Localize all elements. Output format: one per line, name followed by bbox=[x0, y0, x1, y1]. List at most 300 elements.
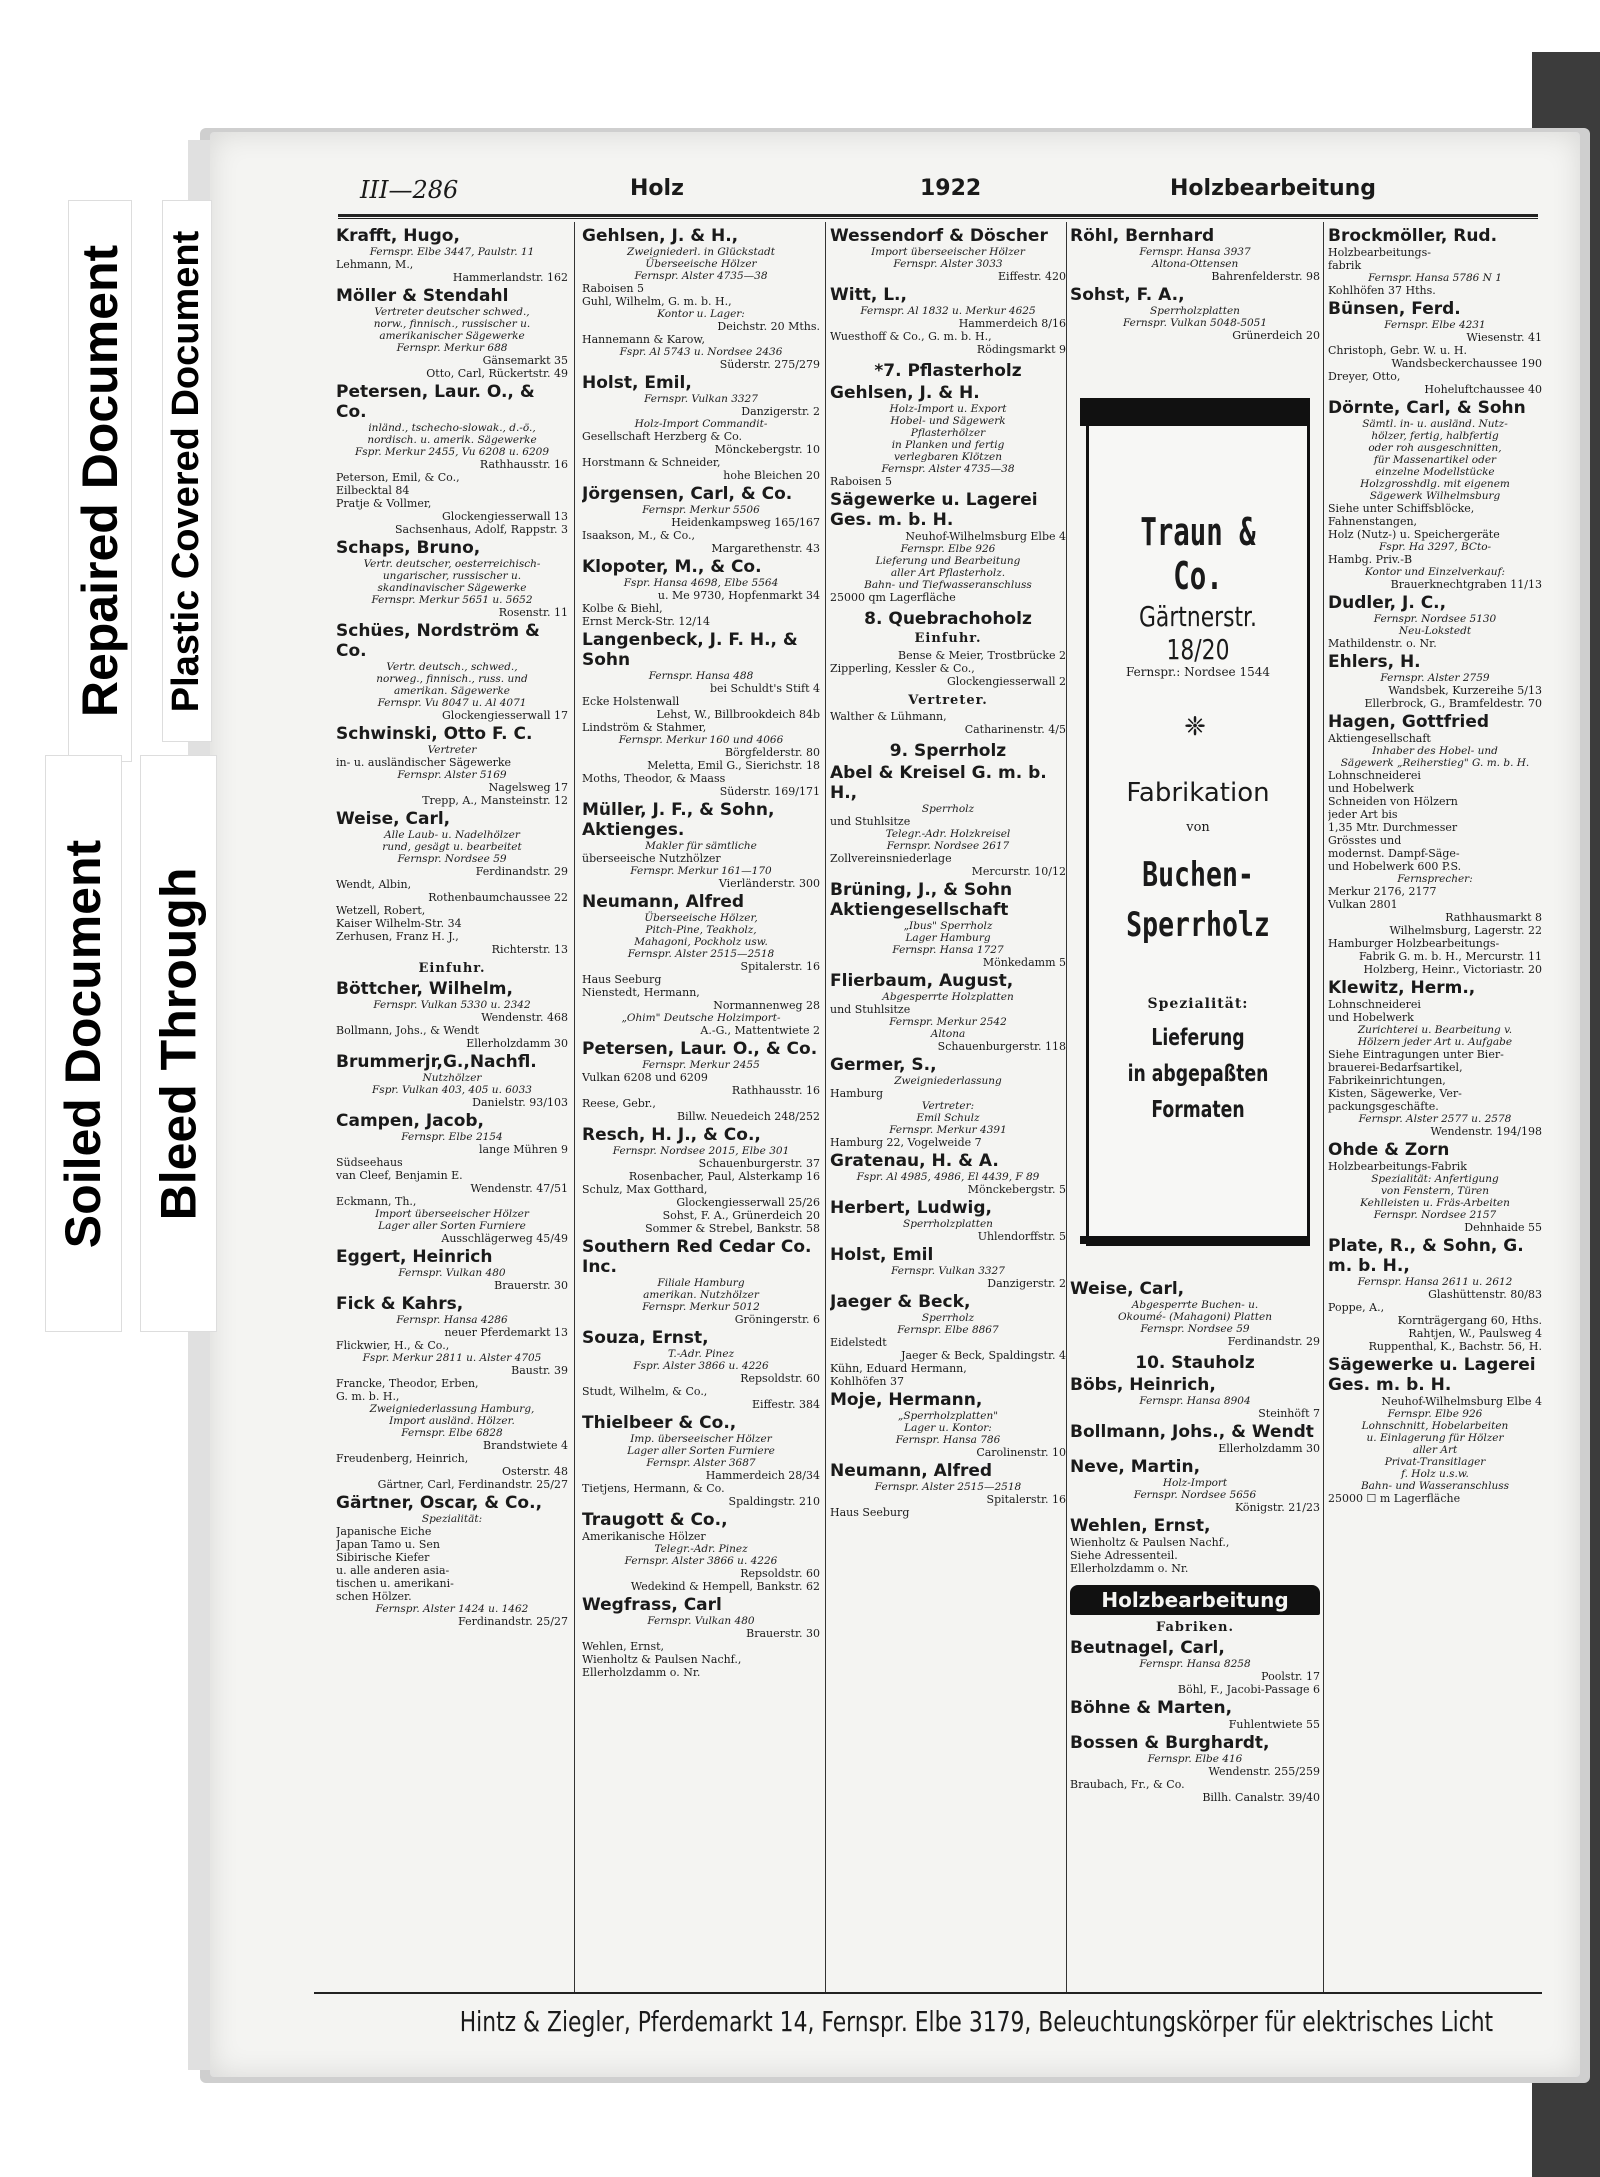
entry-line: Zipperling, Kessler & Co., bbox=[830, 661, 975, 675]
entry-line: Fernspr. Alster 1424 u. 1462 bbox=[375, 1602, 529, 1615]
entry-line: Sämtl. in- u. ausländ. Nutz- bbox=[1362, 418, 1508, 430]
entry-line: Okoumé- (Mahagoni) Platten bbox=[1118, 1311, 1272, 1323]
firm-name: Abel & Kreisel G. m. b. H., bbox=[830, 762, 1047, 803]
entry-line: Fernspr. Hansa 8904 bbox=[1139, 1394, 1251, 1407]
entry-line: für Massenartikel oder bbox=[1373, 454, 1497, 466]
firm-name: Neumann, Alfred bbox=[830, 1460, 993, 1481]
entry-line: Böhl, F., Jacobi-Passage 6 bbox=[1177, 1682, 1320, 1696]
entry-line: ungarischer, russischer u. bbox=[382, 570, 522, 582]
entry-line: Telegr.-Adr. Pinez bbox=[654, 1543, 748, 1555]
entry-line: Kisten, Sägewerke, Ver- bbox=[1328, 1087, 1462, 1100]
entry-line: Fernspr. Alster 4735—38 bbox=[634, 270, 768, 282]
entry-line: Kolbe & Biehl, bbox=[582, 602, 663, 615]
firm-name: Böbs, Heinrich, bbox=[1070, 1374, 1216, 1395]
firm-name: Wegfrass, Carl bbox=[582, 1595, 722, 1615]
entry-line: Altona-Ottensen bbox=[1151, 258, 1239, 270]
holzbearbeitung-banner: Holzbearbeitung bbox=[1070, 1585, 1320, 1616]
header-year: 1922 bbox=[920, 176, 982, 201]
entry-line: Holzbearbeitungs-Fabrik bbox=[1328, 1160, 1467, 1173]
entry-line: Vertreter bbox=[427, 744, 477, 756]
entry-line: Fernsprecher: bbox=[1397, 873, 1473, 885]
entry-line: Meletta, Emil G., Sierichstr. 18 bbox=[647, 759, 820, 772]
entry-line: Zweigniederlassung bbox=[894, 1074, 1002, 1087]
directory-entry bbox=[1328, 1140, 1542, 1234]
entry-line: amerikan. Nutzhölzer bbox=[643, 1289, 759, 1301]
firm-name: Fick & Kahrs, bbox=[336, 1293, 464, 1314]
entry-line: Schneiden von Hölzern bbox=[1328, 795, 1458, 808]
entry-line: Fernspr. Nordsee 59 bbox=[397, 853, 507, 865]
entry-line: Fernspr. Merkur 5012 bbox=[642, 1301, 760, 1313]
entry-line: Wedekind & Hempell, Bankstr. 62 bbox=[630, 1580, 820, 1593]
entry-line: Fspr. Merkur 2455, Vu 6208 u. 6209 bbox=[354, 446, 550, 458]
directory-entry bbox=[336, 1294, 568, 1491]
entry-line: brauerei-Bedarfsartikel, bbox=[1328, 1061, 1463, 1074]
entry-line: Repsoldstr. 60 bbox=[740, 1567, 820, 1580]
directory-entry bbox=[582, 892, 820, 1037]
column-divider bbox=[1066, 222, 1067, 1992]
entry-line: Zerhusen, Franz H. J., bbox=[336, 930, 459, 943]
entry-line: Fernspr. Vulkan 5330 u. 2342 bbox=[373, 998, 531, 1011]
entry-line: Amerikanische Hölzer bbox=[582, 1530, 706, 1543]
entry-line: Ellerholzdamm 30 bbox=[466, 1036, 568, 1050]
entry-line: Aktiengesellschaft bbox=[1328, 732, 1431, 745]
ornament-icon: ❈ bbox=[1184, 712, 1206, 742]
entry-line: Sperrholz bbox=[921, 802, 975, 815]
column-4-bottom bbox=[1070, 1621, 1320, 1804]
ad-bottom-band bbox=[1080, 1236, 1310, 1244]
entry-line: 1,35 Mtr. Durchmesser bbox=[1328, 821, 1458, 834]
entry-line: Hamburger Holzbearbeitungs- bbox=[1328, 937, 1500, 950]
directory-entry bbox=[1070, 1375, 1320, 1420]
entry-line: Fernspr. Al 1832 u. Merkur 4625 bbox=[860, 305, 1036, 317]
entry-line: Fernspr. Hansa 1727 bbox=[892, 943, 1004, 956]
entry-line: Grösstes und bbox=[1328, 834, 1402, 847]
entry-line: Trepp, A., Mansteinstr. 12 bbox=[422, 794, 568, 807]
entry-line: Glockengiesserwall 2 bbox=[947, 674, 1066, 688]
entry-line: Vertr. deutsch., schwed., bbox=[386, 661, 518, 673]
firm-name: Klopoter, M., & Co. bbox=[582, 557, 762, 577]
entry-line: Südseehaus bbox=[336, 1155, 403, 1169]
entry-line: Abgesperrte Holzplatten bbox=[882, 990, 1014, 1003]
entry-line: Guhl, Wilhelm, G. m. b. H., bbox=[582, 295, 732, 308]
entry-line: Brandstwiete 4 bbox=[483, 1438, 568, 1452]
entry-line: und Hobelwerk 600 P.S. bbox=[1328, 860, 1462, 873]
firm-name: Weise, Carl, bbox=[1070, 1279, 1185, 1299]
firm-name: Dörnte, Carl, & Sohn bbox=[1328, 398, 1526, 418]
entry-line: Rödingsmarkt 9 bbox=[976, 343, 1066, 356]
entry-line: Vertreter: bbox=[921, 1099, 975, 1112]
entry-line: Nutzhölzer bbox=[422, 1071, 482, 1084]
directory-entry bbox=[336, 1247, 568, 1292]
entry-line: schen Hölzer. bbox=[336, 1589, 412, 1603]
entry-line: Peterson, Emil, & Co., bbox=[336, 471, 460, 484]
directory-entry bbox=[830, 1390, 1066, 1459]
entry-line: Rathhausstr. 16 bbox=[479, 458, 568, 471]
entry-line: Pitch-Pine, Teakholz, bbox=[645, 924, 757, 936]
entry-line: Holz-Import u. Export bbox=[889, 402, 1007, 415]
entry-line: Sperrholz bbox=[921, 1311, 975, 1324]
firm-name: Holst, Emil bbox=[830, 1244, 934, 1265]
directory-entry bbox=[336, 1111, 568, 1245]
entry-line: „Sperrholzplatten" bbox=[897, 1409, 999, 1422]
entry-line: Fspr. Ha 3297, BCto- bbox=[1378, 541, 1492, 553]
entry-line: jeder Art bis bbox=[1328, 808, 1398, 821]
firm-name: Jaeger & Beck, bbox=[830, 1291, 971, 1312]
entry-line: Spezialität: bbox=[421, 1512, 483, 1525]
ad-delivery bbox=[1114, 1020, 1282, 1128]
entry-line: u. Einlagerung für Hölzer bbox=[1366, 1432, 1504, 1444]
entry-line: Wienholtz & Paulsen Nachf., bbox=[582, 1653, 742, 1666]
entry-line: Baustr. 39 bbox=[511, 1363, 568, 1377]
entry-line: van Cleef, Benjamin E. bbox=[336, 1168, 463, 1182]
entry-line: Wuesthoff & Co., G. m. b. H., bbox=[830, 330, 992, 343]
entry-line: Kontor und Einzelverkauf: bbox=[1365, 566, 1505, 578]
ad-address: Gärtnerstr. 18/20 bbox=[1139, 600, 1257, 666]
column-3 bbox=[830, 226, 1066, 1966]
entry-line: Heidenkampsweg 165/167 bbox=[671, 516, 820, 529]
entry-line: Hannemann & Karow, bbox=[582, 333, 706, 346]
firm-name: Böhne & Marten, bbox=[1070, 1697, 1233, 1718]
entry-line: Imp. überseeischer Hölzer bbox=[630, 1433, 772, 1445]
entry-line: bei Schuldt's Stift 4 bbox=[709, 682, 820, 695]
firm-name: Wehlen, Ernst, bbox=[1070, 1515, 1211, 1536]
firm-name: Schwinski, Otto F. C. bbox=[336, 724, 533, 744]
entry-line: Pflasterhölzer bbox=[910, 426, 986, 439]
entry-line: rund, gesägt u. bearbeitet bbox=[382, 841, 522, 853]
entry-line: Fernspr. Alster 3866 u. 4226 bbox=[624, 1555, 778, 1567]
directory-entry bbox=[582, 1328, 820, 1411]
entry-line: Otto, Carl, Rückertstr. 49 bbox=[426, 367, 568, 380]
entry-line: Fspr. Al 4985, 4986, El 4439, F 89 bbox=[856, 1170, 1040, 1183]
entry-line: Bahrenfelderstr. 98 bbox=[1211, 270, 1320, 283]
ad-product-line-2: Sperrholz bbox=[1126, 905, 1270, 945]
entry-line: Fernspr. Alster 3033 bbox=[893, 258, 1003, 270]
entry-line: Glockengiesserwall 17 bbox=[442, 709, 568, 722]
entry-line: Kohlhöfen 37 bbox=[830, 1374, 905, 1388]
entry-line: Ausschlägerweg 45/49 bbox=[441, 1231, 568, 1245]
firm-name: Wessendorf & Döscher bbox=[830, 226, 1048, 246]
entry-line: in- u. ausländischer Sägewerke bbox=[336, 756, 512, 769]
entry-line: Fernspr. Hansa 2611 u. 2612 bbox=[1357, 1276, 1513, 1288]
entry-line: Horstmann & Schneider, bbox=[582, 456, 721, 469]
entry-line: Uhlendorffstr. 5 bbox=[977, 1229, 1066, 1243]
entry-line: Wendt, Albin, bbox=[336, 878, 412, 891]
entry-line: Billw. Neuedeich 248/252 bbox=[677, 1110, 820, 1123]
ad-spezialitaet: Spezialität: bbox=[1147, 996, 1249, 1012]
ad-delivery-line-2: in abgepaßten bbox=[1127, 1061, 1269, 1087]
directory-entry bbox=[830, 1292, 1066, 1388]
entry-line: Brauerknechtgraben 11/13 bbox=[1390, 578, 1542, 591]
firm-name: Petersen, Laur. O., & Co. bbox=[582, 1039, 818, 1059]
entry-line: Sachsenhaus, Adolf, Rappstr. 3 bbox=[394, 523, 568, 536]
entry-line: Pratje & Vollmer, bbox=[336, 497, 432, 510]
directory-entry bbox=[830, 1151, 1066, 1196]
entry-line: Fahnenstangen, bbox=[1328, 515, 1418, 528]
entry-line: fabrik bbox=[1328, 259, 1362, 272]
entry-line: Lohnschnitt, Hobelarbeiten bbox=[1361, 1420, 1509, 1432]
footer-advertisement: Hintz & Ziegler, Pferdemarkt 14, Fernspr. Elbe 3179, Beleuchtungskörper für elektrisches Licht bbox=[459, 2005, 1494, 2038]
subsection-heading: Einfuhr. bbox=[914, 631, 982, 646]
entry-line: Ellerholzdamm o. Nr. bbox=[582, 1666, 701, 1679]
firm-name: Bossen & Burghardt, bbox=[1070, 1732, 1270, 1753]
column-divider bbox=[1323, 222, 1324, 1992]
label-plastic-covered: Plastic Covered Document bbox=[162, 200, 212, 742]
firm-name: Klewitz, Herm., bbox=[1328, 978, 1476, 998]
entry-line: neuer Pferdemarkt 13 bbox=[444, 1325, 568, 1339]
entry-line: Vertr. deutscher, oesterreichisch- bbox=[363, 558, 541, 570]
entry-line: Fernspr. Nordsee 5656 bbox=[1133, 1488, 1257, 1501]
entry-line: überseeische Nutzhölzer bbox=[582, 852, 721, 865]
entry-line: Fernspr. Nordsee 59 bbox=[1140, 1323, 1250, 1335]
ad-product-line-1: Buchen- bbox=[1142, 855, 1254, 895]
entry-line: amerikanischer Sägewerke bbox=[379, 330, 525, 342]
entry-line: Fernspr. Vulkan 3327 bbox=[891, 1264, 1005, 1277]
entry-line: oder roh ausgeschnitten, bbox=[1368, 442, 1502, 454]
entry-line: Fernspr. Merkur 161—170 bbox=[630, 865, 772, 877]
entry-line: Danzigerstr. 2 bbox=[987, 1276, 1066, 1290]
entry-line: Schauenburgerstr. 37 bbox=[698, 1157, 820, 1170]
entry-line: Glockengiesserwall 25/26 bbox=[676, 1196, 820, 1209]
directory-entry bbox=[830, 1461, 1066, 1519]
entry-line: Glockengiesserwall 13 bbox=[442, 510, 568, 523]
entry-line: Jaeger & Beck, Spaldingstr. 4 bbox=[901, 1348, 1066, 1362]
entry-line: Bahn- und Tiefwasseranschluss bbox=[864, 578, 1032, 591]
entry-line: Neu-Lokstedt bbox=[1398, 625, 1472, 637]
entry-line: tischen u. amerikani- bbox=[336, 1576, 454, 1590]
entry-line: Fabrik G. m. b. H., Mercurstr. 11 bbox=[1359, 950, 1542, 963]
entry-line: Lager aller Sorten Furniere bbox=[627, 1445, 775, 1457]
entry-line: Sägewerk „Reiherstieg" G. m. b. H. bbox=[1340, 757, 1530, 769]
entry-line: Steinhöft 7 bbox=[1258, 1406, 1320, 1420]
entry-line: Wetzell, Robert, bbox=[336, 904, 426, 917]
entry-line: Fernspr. Hansa 4286 bbox=[396, 1313, 508, 1326]
entry-line: Fernspr. Merkur 2542 bbox=[889, 1015, 1007, 1028]
entry-line: Wandsbek, Kurzereihe 5/13 bbox=[1388, 684, 1542, 697]
entry-line: und Hobelwerk bbox=[1328, 782, 1414, 795]
entry-line: 25000 ☐ m Lagerfläche bbox=[1328, 1492, 1461, 1505]
entry-line: Margarethenstr. 43 bbox=[711, 542, 820, 555]
entry-line: Überseeische Hölzer, bbox=[644, 912, 758, 924]
entry-line: Fernspr. Merkur 160 und 4066 bbox=[618, 734, 784, 746]
entry-line: Ferdinandstr. 29 bbox=[475, 865, 568, 878]
entry-line: Fernspr. Elbe 926 bbox=[900, 542, 996, 555]
firm-name: Bünsen, Ferd. bbox=[1328, 299, 1461, 319]
entry-line: und Stuhlsitze bbox=[830, 814, 911, 828]
firm-name: Röhl, Bernhard bbox=[1070, 226, 1215, 246]
ad-fabrikation: Fabrikation bbox=[1126, 778, 1270, 808]
directory-entry bbox=[336, 286, 568, 380]
entry-line: Fernspr. Alster 3687 bbox=[646, 1457, 756, 1469]
directory-entry bbox=[1328, 1355, 1542, 1505]
firm-name: Sägewerke u. Lagerei Ges. m. b. H. bbox=[830, 489, 1038, 530]
entry-line: Altona bbox=[930, 1027, 966, 1040]
entry-line: Süderstr. 275/279 bbox=[719, 358, 820, 371]
entry-line: Tietjens, Hermann, & Co. bbox=[582, 1482, 725, 1495]
entry-line: von Fenstern, Türen bbox=[1380, 1185, 1490, 1197]
firm-name: Holst, Emil, bbox=[582, 373, 692, 393]
directory-entry bbox=[336, 979, 568, 1050]
entry-line: Wendenstr. 47/51 bbox=[470, 1181, 568, 1195]
entry-line: Fernspr. Merkur 4391 bbox=[889, 1123, 1007, 1136]
entry-line: Brauerstr. 30 bbox=[746, 1627, 820, 1640]
entry-line: Lieferung und Bearbeitung bbox=[875, 554, 1021, 567]
entry-line: Fernspr. Vulkan 3327 bbox=[644, 393, 758, 405]
header-section: Holzbearbeitung bbox=[1170, 176, 1377, 201]
entry-line: Schulz, Max Gotthard, bbox=[582, 1183, 708, 1196]
directory-entry bbox=[830, 285, 1066, 356]
column-2 bbox=[582, 226, 820, 1966]
entry-line: Rosenstr. 11 bbox=[498, 606, 568, 619]
plain-entry bbox=[830, 649, 1066, 688]
entry-line: Glashüttenstr. 80/83 bbox=[1428, 1288, 1542, 1301]
entry-line: Fspr. Vulkan 403, 405 u. 6033 bbox=[372, 1083, 532, 1096]
entry-line: Mönckebergstr. 5 bbox=[967, 1182, 1066, 1196]
entry-line: Bense & Meier, Trostbrücke 2 bbox=[898, 648, 1066, 662]
entry-line: Deichstr. 20 Mths. bbox=[717, 320, 820, 333]
entry-line: Rahtjen, W., Paulsweg 4 bbox=[1408, 1327, 1542, 1340]
entry-line: Ruppenthal, K., Bachstr. 56, H. bbox=[1368, 1340, 1542, 1353]
ad-phone: Fernspr.: Nordsee 1544 bbox=[1125, 665, 1271, 679]
column-4-top bbox=[1070, 226, 1320, 342]
entry-line: Börgfelderstr. 80 bbox=[724, 746, 820, 759]
entry-line: Christoph, Gebr. W. u. H. bbox=[1328, 344, 1468, 357]
entry-line: A.-G., Mattentwiete 2 bbox=[700, 1024, 820, 1037]
entry-line: Poolstr. 17 bbox=[1261, 1669, 1320, 1683]
directory-entry bbox=[1070, 1457, 1320, 1514]
column-5 bbox=[1328, 226, 1542, 1966]
directory-entry bbox=[582, 1595, 820, 1679]
entry-line: Wendenstr. 468 bbox=[481, 1010, 568, 1024]
directory-entry bbox=[1328, 978, 1542, 1138]
entry-line: Haus Seeburg bbox=[830, 1505, 910, 1519]
firm-name: Möller & Stendahl bbox=[336, 286, 509, 306]
firm-name: Dudler, J. C., bbox=[1328, 593, 1447, 613]
entry-line: Francke, Theodor, Erben, bbox=[336, 1376, 479, 1390]
entry-line: aller Art bbox=[1412, 1444, 1458, 1456]
directory-entry bbox=[582, 226, 820, 371]
entry-line: Fernspr. Elbe 416 bbox=[1147, 1752, 1243, 1765]
entry-line: Vertreter deutscher schwed., bbox=[374, 306, 530, 318]
entry-line: Zweigniederlassung Hamburg, bbox=[369, 1402, 535, 1415]
label-repaired: Repaired Document bbox=[68, 200, 132, 762]
header-rule bbox=[338, 214, 1538, 217]
entry-line: Japan Tamo u. Sen bbox=[336, 1537, 440, 1551]
directory-entry bbox=[1328, 652, 1542, 710]
directory-entry bbox=[1070, 285, 1320, 342]
entry-line: Isaakson, M., & Co., bbox=[582, 529, 695, 542]
entry-line: Fernspr. Hansa 786 bbox=[895, 1433, 1001, 1446]
entry-line: hohe Bleichen 20 bbox=[723, 469, 820, 482]
entry-line: T.-Adr. Pinez bbox=[667, 1348, 735, 1360]
firm-name: Hagen, Gottfried bbox=[1328, 712, 1490, 732]
entry-line: Moths, Theodor, & Maass bbox=[582, 772, 726, 785]
entry-line: Hambg. Priv.-B bbox=[1328, 553, 1413, 566]
entry-line: Rathhausmarkt 8 bbox=[1445, 911, 1542, 924]
entry-line: Privat-Transitlager bbox=[1384, 1456, 1486, 1468]
firm-name: Bollmann, Johs., & Wendt bbox=[1070, 1421, 1314, 1442]
directory-entry bbox=[582, 800, 820, 890]
entry-line: Sperrholzplatten bbox=[1150, 305, 1240, 317]
entry-line: Fernspr. Elbe 8867 bbox=[897, 1323, 999, 1336]
entry-line: Lager u. Kontor: bbox=[904, 1421, 992, 1434]
entry-line: Siehe Eintragungen unter Bier- bbox=[1328, 1048, 1504, 1061]
firm-name: Brüning, J., & Sohn Aktiengesellschaft bbox=[830, 879, 1013, 920]
column-divider bbox=[825, 222, 826, 1992]
directory-entry bbox=[830, 1245, 1066, 1290]
directory-entry bbox=[336, 621, 568, 722]
entry-line: amerikan. Sägewerke bbox=[393, 685, 511, 697]
directory-entry bbox=[582, 1125, 820, 1235]
entry-line: Lager aller Sorten Furniere bbox=[378, 1219, 526, 1232]
entry-line: Gesellschaft Herzberg & Co. bbox=[582, 430, 743, 443]
ad-delivery-line-3: Formaten bbox=[1151, 1097, 1245, 1123]
entry-line: Repsoldstr. 60 bbox=[740, 1372, 820, 1385]
entry-line: Hammerdeich 8/16 bbox=[958, 317, 1066, 330]
entry-line: Kornträgergang 60, Hths. bbox=[1397, 1314, 1542, 1327]
entry-line: Inhaber des Hobel- und bbox=[1372, 745, 1498, 757]
entry-line: Hobel- und Sägewerk bbox=[890, 414, 1006, 427]
entry-line: in Planken und fertig bbox=[891, 438, 1005, 451]
entry-line: Dehnhaide 55 bbox=[1464, 1221, 1542, 1234]
entry-line: Hammerdeich 28/34 bbox=[705, 1469, 820, 1482]
entry-line: Carolinenstr. 10 bbox=[976, 1445, 1066, 1459]
entry-line: skandinavischer Sägewerke bbox=[377, 582, 527, 594]
entry-line: norweg., finnisch., russ. und bbox=[376, 673, 528, 685]
entry-line: Rathhausstr. 16 bbox=[731, 1084, 820, 1097]
entry-line: Ernst Merck-Str. 12/14 bbox=[582, 615, 711, 628]
firm-name: Southern Red Cedar Co. Inc. bbox=[582, 1237, 812, 1277]
ad-delivery-line-1: Lieferung bbox=[1151, 1025, 1245, 1051]
firm-name: Gratenau, H. & A. bbox=[830, 1150, 999, 1171]
entry-line: Import ausländ. Hölzer. bbox=[389, 1414, 515, 1427]
entry-line: Raboisen 5 bbox=[582, 282, 645, 295]
directory-entry bbox=[336, 724, 568, 807]
entry-line: Fernspr. Hansa 488 bbox=[648, 670, 754, 682]
entry-line: Ferdinandstr. 29 bbox=[1227, 1335, 1320, 1348]
entry-line: Hoheluftchaussee 40 bbox=[1424, 383, 1542, 396]
entry-line: Import überseeischer Hölzer bbox=[871, 246, 1025, 258]
entry-line: lange Mühren 9 bbox=[479, 1142, 568, 1156]
entry-line: Spitalerstr. 16 bbox=[740, 960, 820, 973]
entry-line: Holz-Import bbox=[1162, 1476, 1228, 1489]
column-4-middle bbox=[1070, 1279, 1320, 1575]
firm-name: Beutnagel, Carl, bbox=[1070, 1637, 1225, 1658]
firm-name: Böttcher, Wilhelm, bbox=[336, 978, 513, 999]
entry-line: inländ., tschecho-slowak., d.-ö., bbox=[368, 422, 536, 434]
firm-name: Campen, Jacob, bbox=[336, 1110, 485, 1131]
entry-line: Neuhof-Wilhelmsburg Elbe 4 bbox=[905, 529, 1066, 543]
entry-line: „Ibus" Sperrholz bbox=[903, 919, 993, 932]
firm-name: Sägewerke u. Lagerei Ges. m. b. H. bbox=[1328, 1355, 1536, 1395]
entry-line: Gänsemarkt 35 bbox=[482, 354, 568, 367]
directory-entry bbox=[830, 490, 1066, 604]
directory-entry bbox=[1328, 226, 1542, 297]
entry-line: Fernspr. Elbe 2154 bbox=[401, 1130, 503, 1143]
entry-line: Lager Hamburg bbox=[905, 931, 991, 944]
directory-entry bbox=[582, 1237, 820, 1326]
entry-line: u. Me 9730, Hopfenmarkt 34 bbox=[657, 589, 820, 602]
firm-name: Herbert, Ludwig, bbox=[830, 1197, 992, 1218]
directory-entry bbox=[830, 1055, 1066, 1149]
entry-line: aller Art Pflasterholz. bbox=[890, 566, 1006, 579]
directory-entry bbox=[1328, 712, 1542, 976]
firm-name: Ehlers, H. bbox=[1328, 652, 1421, 672]
firm-name: Germer, S., bbox=[830, 1054, 937, 1075]
entry-line: Nienstedt, Hermann, bbox=[582, 986, 700, 999]
firm-name: Brockmöller, Rud. bbox=[1328, 226, 1498, 246]
entry-line: Fernspr. Merkur 2455 bbox=[642, 1059, 760, 1071]
entry-line: Bollmann, Johs., & Wendt bbox=[336, 1023, 479, 1037]
